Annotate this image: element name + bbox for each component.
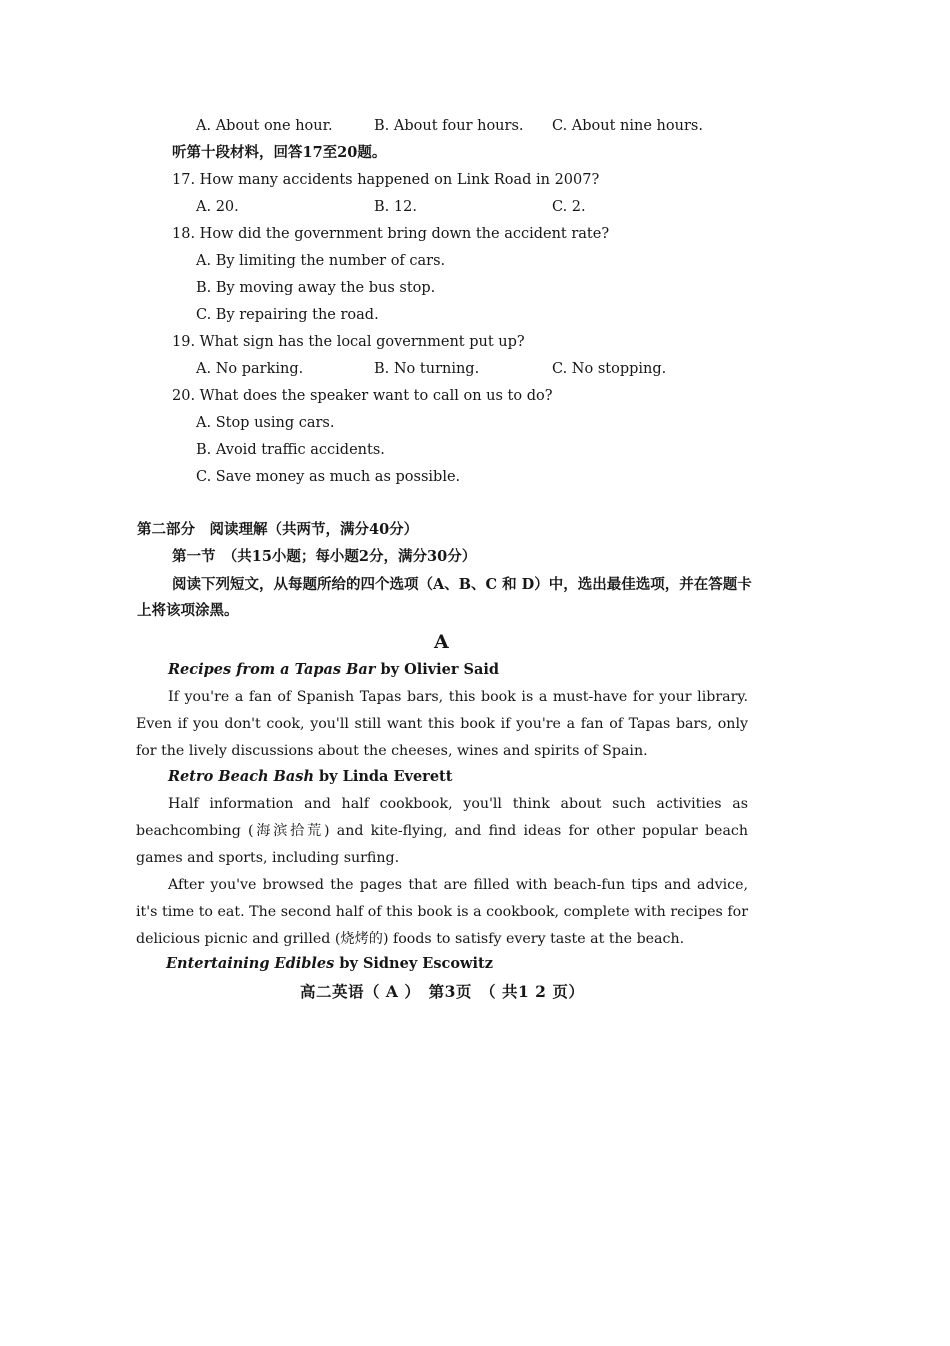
section10-instruction: 听第十段材料，回答17至20题。 bbox=[172, 144, 387, 161]
q18-option-a[interactable]: A. By limiting the number of cars. bbox=[196, 253, 446, 269]
q20-question: 20. What does the speaker want to call on us to do? bbox=[172, 388, 553, 404]
book2-text1-block bbox=[136, 791, 748, 872]
book3-heading bbox=[166, 955, 493, 973]
q18-option-b[interactable]: B. By moving away the bus stop. bbox=[196, 280, 436, 296]
q16-option-a[interactable]: A. About one hour. bbox=[196, 118, 333, 134]
book2-author: by Linda Everett bbox=[313, 768, 453, 785]
q20-option-c[interactable]: C. Save money as much as possible. bbox=[196, 469, 461, 485]
q19-option-a[interactable]: A. No parking. bbox=[196, 361, 304, 377]
part2-section1: 第一节 （共15小题；每小题2分，满分30分） bbox=[172, 548, 477, 565]
q17-option-c[interactable]: C. 2. bbox=[552, 199, 586, 215]
book2-heading bbox=[168, 768, 452, 786]
book3-title: Entertaining Edibles bbox=[166, 955, 335, 972]
q16-option-c[interactable]: C. About nine hours. bbox=[552, 118, 703, 134]
book2-text2-block bbox=[136, 872, 748, 953]
book1-title: Recipes from a Tapas Bar bbox=[168, 661, 376, 678]
q18-question: 18. How did the government bring down the accident rate? bbox=[172, 226, 610, 242]
q17-option-b[interactable]: B. 12. bbox=[374, 199, 417, 215]
part2-instruction-line2: 上将该项涂黑。 bbox=[137, 602, 239, 619]
book1-heading bbox=[168, 661, 499, 679]
book2-text2: After you've browsed the pages that are filled with beach-fun tips and advice, it's time to eat. The second half of this book is a cookbook, complete with recipes for delicious picnic and grilled (烧烤的) foods to satisfy every taste at the beach. bbox=[136, 877, 748, 947]
q20-option-b[interactable]: B. Avoid traffic accidents. bbox=[196, 442, 385, 458]
q17-option-a[interactable]: A. 20. bbox=[196, 199, 239, 215]
page-footer: 高二英语（ A ） 第3页 （ 共1 2 页） bbox=[300, 982, 585, 1001]
q17-question: 17. How many accidents happened on Link Road in 2007? bbox=[172, 172, 600, 188]
part2-instruction-line1: 阅读下列短文，从每题所给的四个选项（A、B、C 和 D）中，选出最佳选项，并在答题卡 bbox=[172, 576, 752, 593]
passage-letter: A bbox=[434, 631, 449, 653]
book2-title: Retro Beach Bash bbox=[168, 768, 314, 785]
q19-option-b[interactable]: B. No turning. bbox=[374, 361, 480, 377]
book1-text: If you're a fan of Spanish Tapas bars, this book is a must-have for your library. Even if you don't cook, you'll still want this book if you're a fan of Tapas bars, only for the lively discussions about the cheeses, wines and spirits of Spain. bbox=[136, 689, 748, 759]
q19-option-c[interactable]: C. No stopping. bbox=[552, 361, 667, 377]
q19-question: 19. What sign has the local government put up? bbox=[172, 334, 525, 350]
q16-option-b[interactable]: B. About four hours. bbox=[374, 118, 524, 134]
book1-author: by Olivier Said bbox=[375, 661, 500, 678]
book3-author: by Sidney Escowitz bbox=[334, 955, 493, 972]
book1-text-block bbox=[136, 684, 748, 765]
book2-text1: Half information and half cookbook, you'll think about such activities as beachcombing (海滨拾荒) and kite-flying, and find ideas for other popular beach games and sports, including surfing. bbox=[136, 796, 748, 866]
part2-heading: 第二部分 阅读理解（共两节，满分40分） bbox=[137, 521, 419, 538]
q20-option-a[interactable]: A. Stop using cars. bbox=[196, 415, 335, 431]
q18-option-c[interactable]: C. By repairing the road. bbox=[196, 307, 379, 323]
